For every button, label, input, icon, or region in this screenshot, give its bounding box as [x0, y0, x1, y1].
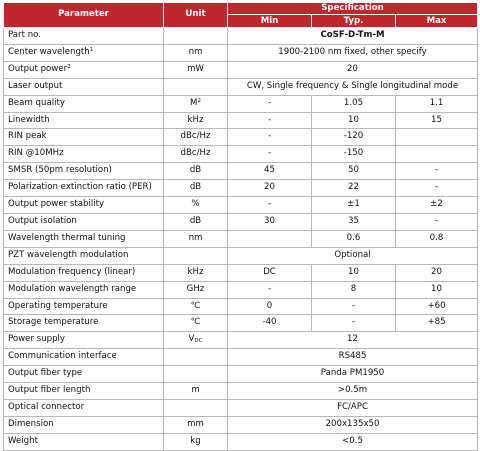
parameter-label: PZT wavelength modulation	[8, 249, 129, 260]
table-row	[4, 44, 478, 61]
table-body	[4, 28, 478, 451]
spec-value-cell: CW, Single frequency & Single longitudinal mode	[228, 78, 478, 95]
table-row	[4, 315, 478, 332]
spec-value-cell: RS485	[228, 349, 478, 366]
max-value-cell: 20	[396, 264, 478, 281]
unit-cell	[164, 44, 228, 61]
unit-cell	[164, 180, 228, 197]
spec-sheet	[3, 2, 477, 451]
max-value-cell: 10	[396, 281, 478, 298]
table-row	[4, 433, 478, 450]
min-value-cell: -	[228, 197, 312, 214]
parameter-cell	[4, 349, 164, 366]
parameter-cell	[4, 78, 164, 95]
max-value-cell: -	[396, 213, 478, 230]
table-row	[4, 197, 478, 214]
table-row	[4, 399, 478, 416]
parameter-label: Modulation frequency (linear)	[8, 266, 136, 277]
parameter-cell	[4, 298, 164, 315]
table-row	[4, 213, 478, 230]
parameter-label: Communication interface	[8, 351, 117, 362]
header-parameter: Parameter	[4, 3, 164, 28]
typ-value-cell: -120	[312, 129, 396, 146]
unit-label: ℃	[190, 317, 201, 328]
parameter-label: RIN @10MHz	[8, 148, 64, 159]
footnote-marker: 1	[89, 46, 94, 53]
unit-superscript: 2	[197, 97, 201, 104]
parameter-cell	[4, 180, 164, 197]
parameter-label: Storage temperature	[8, 317, 99, 328]
typ-value-cell: -	[312, 315, 396, 332]
max-value-cell: -	[396, 180, 478, 197]
unit-cell	[164, 112, 228, 129]
table-row	[4, 78, 478, 95]
min-value-cell	[228, 230, 312, 247]
unit-cell	[164, 349, 228, 366]
unit-label: ℃	[190, 300, 201, 311]
parameter-label: Linewidth	[8, 114, 50, 125]
unit-label: mW	[187, 63, 204, 74]
unit-label: mm	[187, 418, 204, 429]
table-row	[4, 129, 478, 146]
parameter-cell	[4, 383, 164, 400]
header-min: Min	[228, 15, 312, 28]
table-row	[4, 95, 478, 112]
min-value-cell: -	[228, 281, 312, 298]
typ-value-cell: -	[312, 298, 396, 315]
unit-cell	[164, 264, 228, 281]
unit-cell	[164, 213, 228, 230]
unit-label: dBc/Hz	[180, 131, 211, 142]
min-value-cell: 30	[228, 213, 312, 230]
unit-cell	[164, 281, 228, 298]
table-row	[4, 28, 478, 45]
parameter-cell	[4, 332, 164, 349]
unit-cell	[164, 247, 228, 264]
specification-table	[3, 2, 478, 451]
unit-cell	[164, 315, 228, 332]
min-value-cell: 0	[228, 298, 312, 315]
parameter-label: Output fiber type	[8, 368, 83, 379]
unit-cell	[164, 163, 228, 180]
unit-cell	[164, 366, 228, 383]
parameter-cell	[4, 112, 164, 129]
unit-cell	[164, 28, 228, 45]
spec-value-cell: 12	[228, 332, 478, 349]
unit-label: kg	[190, 435, 201, 446]
parameter-cell	[4, 28, 164, 45]
parameter-label: Output power	[8, 63, 68, 74]
parameter-label: Operating temperature	[8, 300, 108, 311]
unit-cell	[164, 332, 228, 349]
unit-label: V	[188, 334, 195, 345]
parameter-cell	[4, 95, 164, 112]
parameter-cell	[4, 315, 164, 332]
table-row	[4, 416, 478, 433]
parameter-label: Output power stability	[8, 199, 105, 210]
unit-cell	[164, 146, 228, 163]
unit-label: %	[191, 199, 200, 210]
spec-value-cell: Optional	[228, 247, 478, 264]
min-value-cell: 45	[228, 163, 312, 180]
parameter-label: Dimension	[8, 418, 54, 429]
parameter-label: Output fiber length	[8, 385, 91, 396]
unit-cell	[164, 383, 228, 400]
unit-label: dB	[189, 215, 202, 226]
parameter-cell	[4, 146, 164, 163]
spec-value-cell: CoSF-D-Tm-M	[228, 28, 478, 45]
parameter-label: Modulation wavelength range	[8, 283, 137, 294]
max-value-cell: 15	[396, 112, 478, 129]
spec-value-cell: Panda PM1950	[228, 366, 478, 383]
typ-value-cell: 0.6	[312, 230, 396, 247]
typ-value-cell: 10	[312, 112, 396, 129]
min-value-cell: -	[228, 112, 312, 129]
max-value-cell: ±2	[396, 197, 478, 214]
min-value-cell: -40	[228, 315, 312, 332]
min-value-cell: DC	[228, 264, 312, 281]
parameter-cell	[4, 366, 164, 383]
typ-value-cell: -150	[312, 146, 396, 163]
table-row	[4, 298, 478, 315]
parameter-cell	[4, 129, 164, 146]
max-value-cell: 0.8	[396, 230, 478, 247]
typ-value-cell: 35	[312, 213, 396, 230]
parameter-label: Weight	[8, 435, 38, 446]
parameter-label: Optical connector	[8, 401, 85, 412]
parameter-cell	[4, 247, 164, 264]
parameter-cell	[4, 399, 164, 416]
max-value-cell	[396, 146, 478, 163]
unit-label: dBc/Hz	[180, 148, 211, 159]
parameter-cell	[4, 61, 164, 78]
spec-value-cell: 20	[228, 61, 478, 78]
spec-value-cell: 200x135x50	[228, 416, 478, 433]
parameter-cell	[4, 213, 164, 230]
unit-label: GHz	[186, 283, 205, 294]
parameter-label: Polarization extinction ratio (PER)	[8, 182, 152, 193]
typ-value-cell: 8	[312, 281, 396, 298]
unit-label: nm	[188, 46, 203, 57]
table-row	[4, 264, 478, 281]
min-value-cell: -	[228, 146, 312, 163]
footnote-marker: 2	[67, 63, 71, 70]
unit-label: dB	[189, 165, 202, 176]
header-unit: Unit	[164, 3, 228, 28]
typ-value-cell: 50	[312, 163, 396, 180]
table-row	[4, 247, 478, 264]
unit-cell	[164, 399, 228, 416]
table-row	[4, 163, 478, 180]
table-header	[4, 3, 478, 28]
spec-value-cell: 1900-2100 nm fixed, other specify	[228, 44, 478, 61]
parameter-label: Center wavelength	[8, 46, 90, 57]
parameter-label: Output isolation	[8, 215, 77, 226]
parameter-cell	[4, 264, 164, 281]
spec-value-cell: <0.5	[228, 433, 478, 450]
unit-label: M	[190, 97, 198, 108]
table-row	[4, 281, 478, 298]
parameter-cell	[4, 416, 164, 433]
typ-value-cell: 1.05	[312, 95, 396, 112]
unit-label: kHz	[187, 266, 204, 277]
unit-cell	[164, 230, 228, 247]
header-specification: Specification	[228, 3, 478, 15]
parameter-cell	[4, 433, 164, 450]
parameter-label: Beam quality	[8, 97, 65, 108]
unit-cell	[164, 129, 228, 146]
parameter-cell	[4, 44, 164, 61]
max-value-cell: 1.1	[396, 95, 478, 112]
parameter-cell	[4, 197, 164, 214]
unit-cell	[164, 61, 228, 78]
unit-cell	[164, 433, 228, 450]
parameter-label: SMSR (50pm resolution)	[8, 165, 112, 176]
spec-value-cell: >0.5m	[228, 383, 478, 400]
max-value-cell: -	[396, 163, 478, 180]
table-row	[4, 180, 478, 197]
parameter-label: Power supply	[8, 334, 66, 345]
parameter-label: RIN peak	[8, 131, 47, 142]
min-value-cell: -	[228, 95, 312, 112]
spec-value-cell: FC/APC	[228, 399, 478, 416]
unit-cell	[164, 416, 228, 433]
parameter-cell	[4, 163, 164, 180]
table-row	[4, 349, 478, 366]
typ-value-cell: ±1	[312, 197, 396, 214]
parameter-label: Wavelength thermal tuning	[8, 232, 126, 243]
min-value-cell: -	[228, 129, 312, 146]
table-row	[4, 146, 478, 163]
max-value-cell	[396, 129, 478, 146]
unit-label: nm	[188, 232, 203, 243]
typ-value-cell: 10	[312, 264, 396, 281]
max-value-cell: +60	[396, 298, 478, 315]
table-row	[4, 61, 478, 78]
unit-cell	[164, 95, 228, 112]
typ-value-cell: 22	[312, 180, 396, 197]
unit-cell	[164, 298, 228, 315]
table-row	[4, 383, 478, 400]
table-row	[4, 230, 478, 247]
parameter-cell	[4, 281, 164, 298]
parameter-label: Laser output	[8, 80, 63, 91]
header-typ: Typ.	[312, 15, 396, 28]
header-max: Max	[396, 15, 478, 28]
unit-label: kHz	[187, 114, 204, 125]
parameter-label: Part no.	[8, 30, 41, 40]
unit-subscript: DC	[194, 338, 203, 345]
unit-cell	[164, 78, 228, 95]
max-value-cell: +85	[396, 315, 478, 332]
table-row	[4, 332, 478, 349]
parameter-cell	[4, 230, 164, 247]
table-row	[4, 112, 478, 129]
unit-label: dB	[189, 182, 202, 193]
unit-cell	[164, 197, 228, 214]
min-value-cell: 20	[228, 180, 312, 197]
table-row	[4, 366, 478, 383]
unit-label: m	[191, 385, 200, 396]
